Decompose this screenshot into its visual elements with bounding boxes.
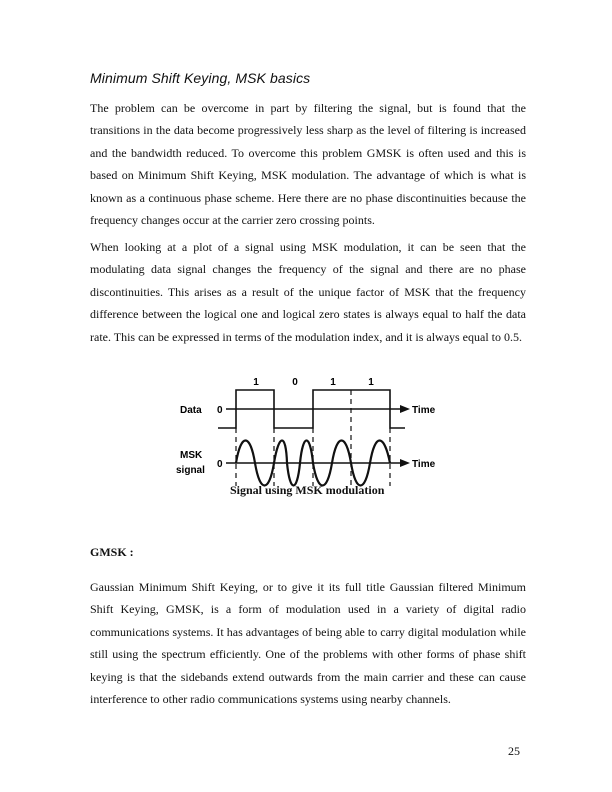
bit-label: 1 — [253, 377, 259, 388]
bit-label: 1 — [368, 377, 374, 388]
page-number: 25 — [508, 744, 520, 758]
msk-signal-figure — [170, 370, 450, 490]
data-time-axis — [226, 405, 410, 413]
paragraph-filtering: The problem can be overcome in part by filtering the signal, but is found that the transitions in the data become progressively less sharp as the level of filtering is increased and the bandwidth reduced. To overcome this problem GMSK is often used and this is based on Minimum Shift Keying, MSK modulation. The advantage of which is what is known as a continuous phase scheme. Here there are no phase discontinuities because the frequency changes occur at the carrier zero crossing points. — [90, 101, 526, 228]
bit-label: 1 — [330, 377, 336, 388]
figure-caption: Signal using MSK modulation — [230, 483, 385, 497]
data-axis-label: Data — [180, 405, 202, 416]
msk-axis-label: MSK — [180, 450, 203, 461]
gmsk-section-title: GMSK : — [90, 545, 134, 559]
msk-axis-label-line2: signal — [176, 465, 205, 476]
bit-label: 0 — [292, 377, 298, 388]
data-time-label: Time — [412, 405, 436, 416]
paragraph-msk-plot: When looking at a plot of a signal using MSK modulation, it can be seen that the modulating data signal changes the frequency of the signal and there are no phase discontinuities. This arises as a result of the unique factor of MSK that the frequency difference between the logical one and logical zero states is always equal to half the data rate. This can be expressed in terms of the modulation index, and it is always equal to 0.5. — [90, 240, 526, 344]
section-heading: Minimum Shift Keying, MSK basics — [90, 70, 311, 86]
msk-time-label: Time — [412, 459, 436, 470]
paragraph-gmsk: Gaussian Minimum Shift Keying, or to give it its full title Gaussian filtered Minimum Shift Keying, GMSK, is a form of modulation used in a variety of digital radio communications systems. It has advantages of being able to carry digital modulation while still using the spectrum efficiently. One of the problems with other forms of phase shift keying is that the sidebands extend outwards from the main carrier and these can cause interference to other radio communications systems using nearby channels. — [90, 580, 526, 707]
msk-zero-label: 0 — [217, 459, 223, 470]
data-zero-label: 0 — [217, 405, 223, 416]
